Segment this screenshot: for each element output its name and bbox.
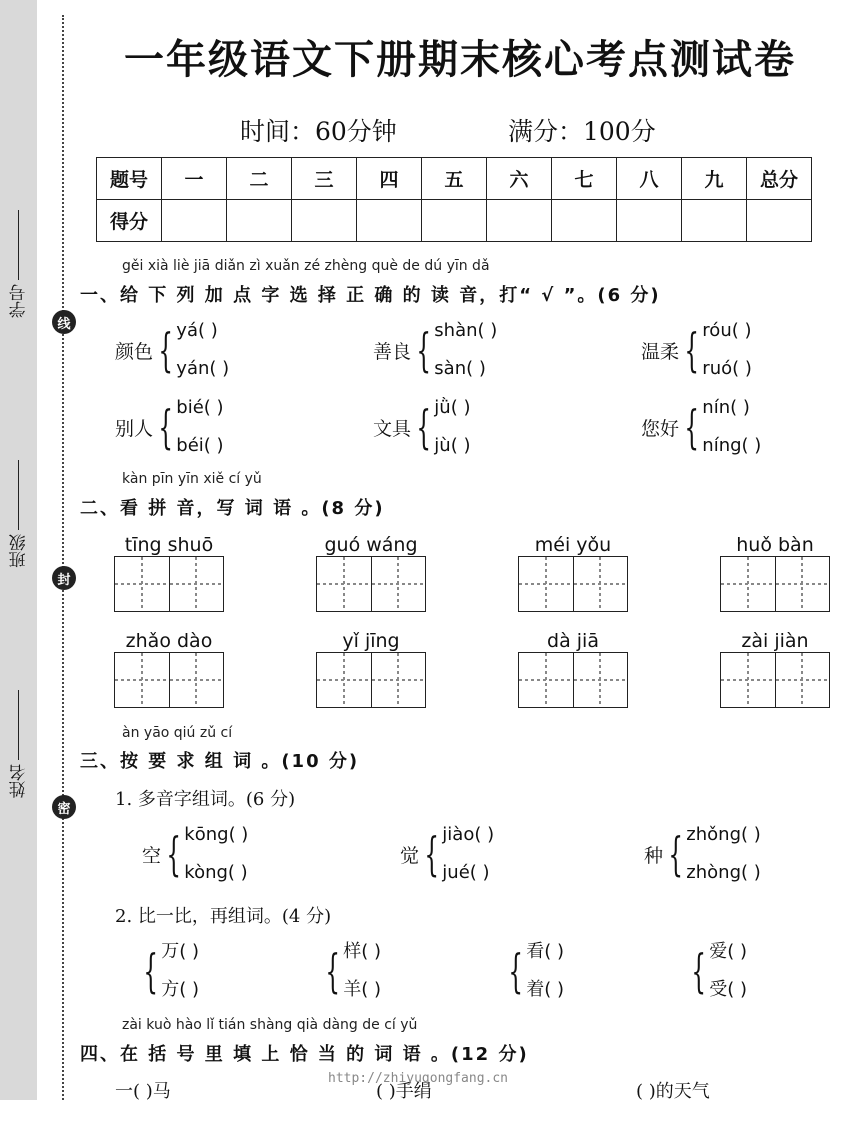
polyphone-group: 觉 { jiào( ) jué( ): [400, 816, 494, 892]
score-header-cell: 总分: [747, 158, 812, 200]
fill-blank[interactable]: ( )的天气: [636, 1081, 710, 1102]
section1-pinyin: gěi xià liè jiā diǎn zì xuǎn zé zhèng què de dú yīn dǎ: [122, 258, 490, 274]
page-title: 一年级语文下册期末核心考点测试卷: [124, 37, 796, 83]
s1-group: 别人 { bié( ) béi( ): [115, 389, 224, 465]
section2-heading: 二、看 拼 音，写 词 语 。(8 分): [80, 498, 385, 519]
option[interactable]: róu( ): [702, 320, 752, 341]
score-table: [96, 157, 812, 242]
fill-blank[interactable]: 万( ): [161, 941, 200, 962]
s1-group: 颜色 { yá( ) yán( ): [115, 312, 229, 388]
option[interactable]: yá( ): [176, 320, 218, 341]
score-header-cell: 八: [617, 158, 682, 200]
compare-group: { 万( ) 方( ): [140, 933, 199, 1009]
fill-blank[interactable]: jué( ): [442, 862, 490, 883]
word-writing-box[interactable]: huǒ bàn: [720, 534, 830, 612]
option[interactable]: jǜ( ): [434, 397, 471, 418]
student-id-label: 学号: [4, 210, 34, 318]
compare-group: { 看( ) 着( ): [505, 933, 564, 1009]
fill-blank[interactable]: zhòng( ): [686, 862, 761, 883]
exam-time: 时间：60分钟: [240, 117, 397, 146]
fill-blank[interactable]: 羊( ): [343, 979, 382, 1000]
option[interactable]: bié( ): [176, 397, 224, 418]
sub-question-1: 1. 多音字组词。(6 分): [115, 789, 296, 810]
score-header-cell: 二: [227, 158, 292, 200]
option[interactable]: béi( ): [176, 435, 224, 456]
cut-line: [62, 15, 64, 1100]
fill-blank[interactable]: kōng( ): [184, 824, 249, 845]
word-writing-box[interactable]: dà jiā: [518, 630, 628, 708]
fill-blank[interactable]: 样( ): [343, 941, 382, 962]
s1-group: 文具 { jǜ( ) jù( ): [373, 389, 470, 465]
score-header-cell: 九: [682, 158, 747, 200]
option[interactable]: níng( ): [702, 435, 762, 456]
polyphone-group: 空 { kōng( ) kòng( ): [142, 816, 248, 892]
score-cell[interactable]: [357, 200, 422, 242]
fill-blank[interactable]: 着( ): [526, 979, 565, 1000]
score-header-cell: 题号: [97, 158, 162, 200]
option[interactable]: nín( ): [702, 397, 750, 418]
word-writing-box[interactable]: méi yǒu: [518, 534, 628, 612]
fill-blank[interactable]: 受( ): [709, 979, 748, 1000]
polyphone-group: 种 { zhǒng( ) zhòng( ): [644, 816, 761, 892]
score-header-cell: 七: [552, 158, 617, 200]
fill-blank[interactable]: 看( ): [526, 941, 565, 962]
s1-group: 温柔 { róu( ) ruó( ): [641, 312, 752, 388]
word-writing-box[interactable]: tīng shuō: [114, 534, 224, 612]
section2-pinyin: kàn pīn yīn xiě cí yǔ: [122, 471, 262, 487]
score-cell[interactable]: [292, 200, 357, 242]
section4-pinyin: zài kuò hào lǐ tián shàng qià dàng de cí yǔ: [122, 1017, 418, 1033]
section3-heading: 三、按 要 求 组 词 。(10 分): [80, 751, 360, 772]
score-cell[interactable]: [552, 200, 617, 242]
watermark-url: http://zhiyugongfang.cn: [328, 1071, 509, 1086]
fill-blank[interactable]: kòng( ): [184, 862, 248, 883]
compare-group: { 爱( ) 受( ): [688, 933, 747, 1009]
score-cell[interactable]: [227, 200, 292, 242]
sub-question-2: 2. 比一比，再组词。(4 分): [115, 906, 332, 927]
fill-blank[interactable]: 爱( ): [709, 941, 748, 962]
class-label: 班级: [4, 460, 34, 568]
seal-xian: 线: [52, 310, 76, 334]
section4-heading: 四、在 括 号 里 填 上 恰 当 的 词 语 。(12 分): [80, 1044, 529, 1065]
section3-pinyin: àn yāo qiú zǔ cí: [122, 725, 233, 741]
score-header-cell: 四: [357, 158, 422, 200]
seal-mi: 密: [52, 795, 76, 819]
option[interactable]: jù( ): [434, 435, 471, 456]
fill-blank[interactable]: 一( )马: [115, 1081, 171, 1102]
section1-heading: 一、给 下 列 加 点 字 选 择 正 确 的 读 音，打“ √ ”。(6 分): [80, 285, 661, 306]
score-header-cell: 五: [422, 158, 487, 200]
fill-blank[interactable]: ( )手绢: [376, 1081, 432, 1102]
fill-blank[interactable]: 方( ): [161, 979, 200, 1000]
full-score: 满分：100分: [508, 117, 656, 146]
word-writing-box[interactable]: zhǎo dào: [114, 630, 224, 708]
seal-feng: 封: [52, 566, 76, 590]
score-header-cell: 三: [292, 158, 357, 200]
word-writing-box[interactable]: yǐ jīng: [316, 630, 426, 708]
fill-blank[interactable]: jiào( ): [442, 824, 495, 845]
compare-group: { 样( ) 羊( ): [322, 933, 381, 1009]
option[interactable]: shàn( ): [434, 320, 498, 341]
score-cell[interactable]: [682, 200, 747, 242]
score-header-cell: 一: [162, 158, 227, 200]
fill-blank[interactable]: zhǒng( ): [686, 824, 761, 845]
score-cell[interactable]: [617, 200, 682, 242]
option[interactable]: sàn( ): [434, 358, 486, 379]
option[interactable]: yán( ): [176, 358, 230, 379]
score-cell[interactable]: [747, 200, 812, 242]
word-writing-box[interactable]: zài jiàn: [720, 630, 830, 708]
score-row-label: 得分: [97, 200, 162, 242]
score-cell[interactable]: [162, 200, 227, 242]
score-header-cell: 六: [487, 158, 552, 200]
s1-group: 您好 { nín( ) níng( ): [641, 389, 761, 465]
option[interactable]: ruó( ): [702, 358, 752, 379]
name-label: 姓名: [4, 690, 34, 798]
word-writing-box[interactable]: guó wáng: [316, 534, 426, 612]
s1-group: 善良 { shàn( ) sàn( ): [373, 312, 497, 388]
score-cell[interactable]: [487, 200, 552, 242]
score-cell[interactable]: [422, 200, 487, 242]
